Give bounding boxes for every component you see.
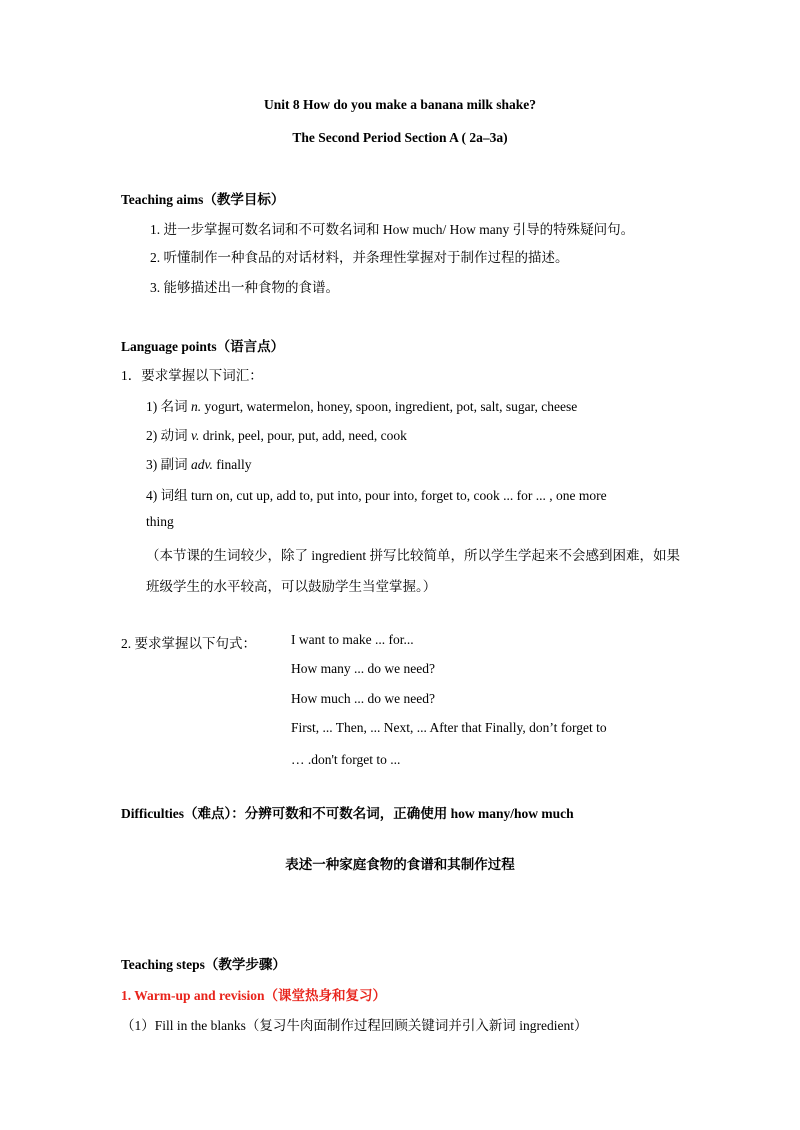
aim-item: 2. 听懂制作一种食品的对话材料，并条理性掌握对于制作过程的描述。 [150,250,569,265]
vocab-item-phrases-cont: thing [146,514,174,529]
page-title: Unit 8 How do you make a banana milk shake? [264,97,536,112]
vocab-label: 1．要求掌握以下词汇： [121,368,263,383]
teaching-aims-heading: Teaching aims（教学目标） [121,192,285,207]
page-subtitle: The Second Period Section A ( 2a–3a) [292,130,508,145]
aim-item: 1. 进一步掌握可数名词和不可数名词和 How much/ How many 引导的特殊疑问句。 [150,222,635,237]
sentence-pattern: First, ... Then, ... Next, ... After that Finally, don’t forget to [291,720,607,735]
step-1-sub: （1）Fill in the blanks（复习牛肉面制作过程回顾关键词并引入新词 ingredient） [121,1018,588,1033]
teaching-steps-heading: Teaching steps（教学步骤） [121,957,286,972]
vocab-item-verbs: 2) 动词 v. drink, peel, pour, put, add, need, cook [146,428,407,443]
sentence-patterns-label: 2. 要求掌握以下句式： [121,636,256,651]
vocab-item-adverbs: 3) 副词 adv. finally [146,457,252,472]
language-points-heading: Language points（语言点） [121,339,285,354]
difficulties-line-2: 表述一种家庭食物的食谱和其制作过程 [285,857,515,872]
aim-item: 3. 能够描述出一种食物的食谱。 [150,280,339,295]
sentence-pattern: … .don't forget to ... [291,752,401,767]
sentence-pattern: How many ... do we need? [291,661,435,676]
step-1-heading: 1. Warm-up and revision（课堂热身和复习） [121,988,387,1003]
vocab-note: （本节课的生词较少，除了 ingredient 拼写比较简单，所以学生学起来不会感到困难，如果 [146,548,680,563]
vocab-item-nouns: 1) 名词 n. yogurt, watermelon, honey, spoon, ingredient, pot, salt, sugar, cheese [146,399,578,414]
vocab-item-phrases: 4) 词组 turn on, cut up, add to, put into, pour into, forget to, cook ... for ... , one more [146,488,607,503]
sentence-pattern: I want to make ... for... [291,632,414,647]
vocab-note: 班级学生的水平较高，可以鼓励学生当堂掌握。） [146,579,437,594]
difficulties-line: Difficulties（难点）：分辨可数和不可数名词，正确使用 how many/how much [121,806,574,821]
sentence-pattern: How much ... do we need? [291,691,435,706]
